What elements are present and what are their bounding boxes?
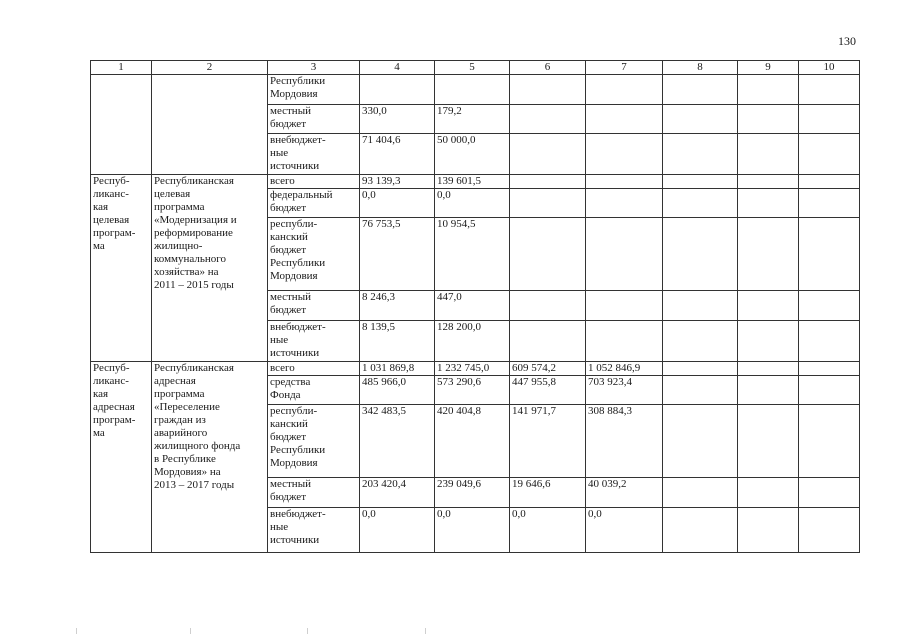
funding-source-cell: республи- канский бюджет Республики Мордовия (268, 218, 360, 291)
column-number-cell: 5 (435, 61, 510, 75)
funding-source-cell: местный бюджет (268, 478, 360, 508)
value-cell (510, 75, 586, 105)
value-cell (663, 508, 738, 553)
program-name-cell: Республиканская целевая программа «Модернизация и реформирование жилищно- коммунального хозяйства» на 2011 – 2015 годы (152, 175, 268, 362)
value-cell (586, 218, 663, 291)
value-cell (799, 362, 860, 376)
funding-source-cell: всего (268, 362, 360, 376)
value-cell: 8 139,5 (360, 321, 435, 362)
value-cell (738, 362, 799, 376)
column-number-cell: 4 (360, 61, 435, 75)
value-cell (663, 321, 738, 362)
value-cell (799, 105, 860, 134)
value-cell (738, 291, 799, 321)
value-cell: 573 290,6 (435, 376, 510, 405)
value-cell (799, 405, 860, 478)
value-cell (738, 134, 799, 175)
column-number-cell: 3 (268, 61, 360, 75)
value-cell (586, 134, 663, 175)
value-cell: 179,2 (435, 105, 510, 134)
value-cell (663, 218, 738, 291)
value-cell (799, 321, 860, 362)
value-cell: 141 971,7 (510, 405, 586, 478)
value-cell (799, 478, 860, 508)
value-cell (738, 175, 799, 189)
program-type-cell: Респуб- ликанс- кая целевая програм- ма (91, 175, 152, 362)
value-cell (663, 291, 738, 321)
value-cell: 71 404,6 (360, 134, 435, 175)
value-cell: 0,0 (360, 508, 435, 553)
value-cell (663, 189, 738, 218)
value-cell (738, 218, 799, 291)
value-cell (799, 218, 860, 291)
funding-source-cell: внебюджет- ные источники (268, 134, 360, 175)
value-cell: 420 404,8 (435, 405, 510, 478)
value-cell: 8 246,3 (360, 291, 435, 321)
value-cell (510, 105, 586, 134)
value-cell (663, 405, 738, 478)
value-cell (663, 75, 738, 105)
value-cell (435, 75, 510, 105)
value-cell: 0,0 (586, 508, 663, 553)
value-cell: 40 039,2 (586, 478, 663, 508)
column-number-cell: 8 (663, 61, 738, 75)
column-number-cell: 2 (152, 61, 268, 75)
funding-source-cell: федеральный бюджет (268, 189, 360, 218)
value-cell (799, 376, 860, 405)
value-cell (663, 478, 738, 508)
scan-mark (190, 628, 191, 634)
value-cell (663, 362, 738, 376)
column-number-row (91, 61, 860, 75)
funding-source-cell: местный бюджет (268, 105, 360, 134)
funding-source-cell: местный бюджет (268, 291, 360, 321)
value-cell (586, 175, 663, 189)
value-cell (799, 75, 860, 105)
table-row (91, 75, 860, 105)
value-cell: 0,0 (360, 189, 435, 218)
program-type-cell (91, 75, 152, 175)
value-cell (738, 405, 799, 478)
value-cell: 50 000,0 (435, 134, 510, 175)
value-cell: 447 955,8 (510, 376, 586, 405)
value-cell (663, 134, 738, 175)
value-cell: 0,0 (510, 508, 586, 553)
value-cell: 203 420,4 (360, 478, 435, 508)
scan-mark (307, 628, 308, 634)
table-row (91, 175, 860, 189)
value-cell (738, 376, 799, 405)
value-cell: 93 139,3 (360, 175, 435, 189)
column-number-cell: 7 (586, 61, 663, 75)
value-cell (663, 175, 738, 189)
value-cell (738, 321, 799, 362)
value-cell (360, 75, 435, 105)
value-cell (799, 189, 860, 218)
value-cell: 76 753,5 (360, 218, 435, 291)
value-cell (586, 75, 663, 105)
funding-source-cell: средства Фонда (268, 376, 360, 405)
value-cell: 330,0 (360, 105, 435, 134)
value-cell (799, 175, 860, 189)
value-cell (738, 478, 799, 508)
funding-source-cell: внебюджет- ные источники (268, 508, 360, 553)
value-cell: 0,0 (435, 508, 510, 553)
value-cell: 1 232 745,0 (435, 362, 510, 376)
value-cell: 10 954,5 (435, 218, 510, 291)
budget-table (90, 60, 860, 553)
value-cell: 1 031 869,8 (360, 362, 435, 376)
value-cell (586, 321, 663, 362)
funding-source-cell: внебюджет- ные источники (268, 321, 360, 362)
value-cell: 308 884,3 (586, 405, 663, 478)
column-number-cell: 10 (799, 61, 860, 75)
value-cell: 128 200,0 (435, 321, 510, 362)
value-cell: 447,0 (435, 291, 510, 321)
value-cell (510, 175, 586, 189)
value-cell: 239 049,6 (435, 478, 510, 508)
table-body (91, 61, 860, 553)
funding-source-cell: всего (268, 175, 360, 189)
scan-mark (425, 628, 426, 634)
value-cell (738, 508, 799, 553)
value-cell (738, 75, 799, 105)
value-cell (510, 321, 586, 362)
value-cell (663, 105, 738, 134)
value-cell (799, 291, 860, 321)
value-cell (586, 291, 663, 321)
value-cell: 1 052 846,9 (586, 362, 663, 376)
page-number: 130 (838, 34, 856, 48)
value-cell: 703 923,4 (586, 376, 663, 405)
value-cell (586, 189, 663, 218)
value-cell (586, 105, 663, 134)
column-number-cell: 9 (738, 61, 799, 75)
value-cell (738, 105, 799, 134)
table-row (91, 362, 860, 376)
value-cell (799, 508, 860, 553)
value-cell (663, 376, 738, 405)
value-cell (510, 291, 586, 321)
value-cell (799, 134, 860, 175)
value-cell: 0,0 (435, 189, 510, 218)
value-cell (510, 218, 586, 291)
value-cell (738, 189, 799, 218)
funding-source-cell: республи- канский бюджет Республики Мордовия (268, 405, 360, 478)
scan-mark (76, 628, 77, 634)
program-type-cell: Респуб- ликанс- кая адресная програм- ма (91, 362, 152, 553)
value-cell: 609 574,2 (510, 362, 586, 376)
program-name-cell (152, 75, 268, 175)
value-cell: 139 601,5 (435, 175, 510, 189)
value-cell: 342 483,5 (360, 405, 435, 478)
value-cell (510, 134, 586, 175)
column-number-cell: 1 (91, 61, 152, 75)
column-number-cell: 6 (510, 61, 586, 75)
value-cell (510, 189, 586, 218)
program-name-cell: Республиканская адресная программа «Переселение граждан из аварийного жилищного фонда в Республике Мордовия» на 2013 – 2017 годы (152, 362, 268, 553)
value-cell: 19 646,6 (510, 478, 586, 508)
value-cell: 485 966,0 (360, 376, 435, 405)
funding-source-cell: Республики Мордовия (268, 75, 360, 105)
